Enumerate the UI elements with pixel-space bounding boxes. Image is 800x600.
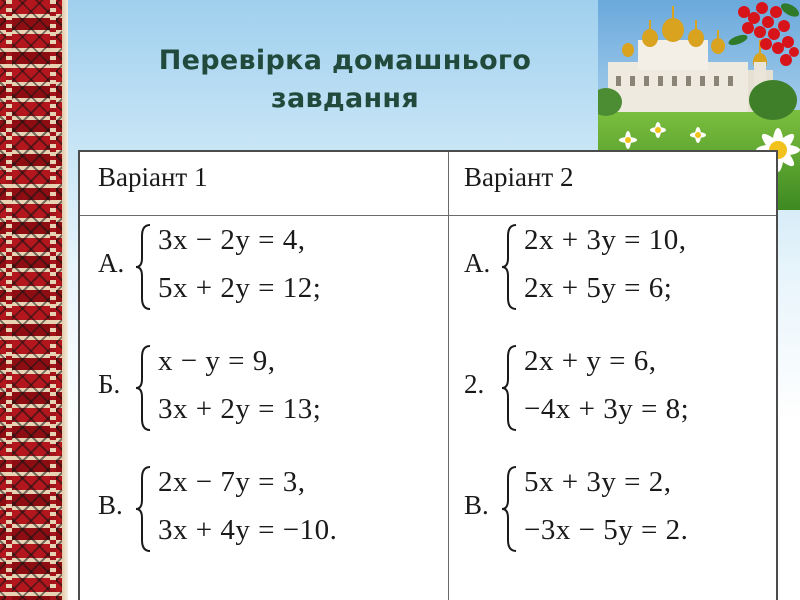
system-label: 2. (464, 369, 485, 399)
column-divider (448, 152, 449, 600)
equation-2: 2x + 5y = 6; (524, 272, 673, 304)
brace-icon (134, 343, 154, 433)
equation-1: 5x + 3y = 2, (524, 466, 672, 498)
system-label: А. (98, 248, 125, 278)
equation-2: 3x + 4y = −10. (158, 514, 338, 546)
page-title: Перевірка домашнього завдання (158, 45, 532, 114)
equation-1: 2x + y = 6, (524, 345, 657, 377)
equation-1: 2x − 7y = 3, (158, 466, 306, 498)
header-variant-1: Варіант 1 (98, 162, 208, 192)
system-label: Б. (98, 369, 121, 399)
brace-icon (500, 464, 520, 554)
header-variant-2: Варіант 2 (464, 162, 574, 192)
equation-2: 5x + 2y = 12; (158, 272, 322, 304)
equation-2: −3x − 5y = 2. (524, 514, 689, 546)
system-label: В. (464, 490, 489, 520)
system-label: В. (98, 490, 123, 520)
header-divider (80, 215, 776, 216)
equation-1: 3x − 2y = 4, (158, 224, 306, 256)
equation-2: −4x + 3y = 8; (524, 393, 690, 425)
brace-icon (500, 343, 520, 433)
equation-1: 2x + 3y = 10, (524, 224, 687, 256)
variants-table (78, 150, 778, 600)
border-edge (62, 0, 68, 600)
brace-icon (500, 222, 520, 312)
system-label: А. (464, 248, 491, 278)
brace-icon (134, 222, 154, 312)
equation-1: x − y = 9, (158, 345, 276, 377)
equation-2: 3x + 2y = 13; (158, 393, 322, 425)
brace-icon (134, 464, 154, 554)
embroidery-border (0, 0, 62, 600)
